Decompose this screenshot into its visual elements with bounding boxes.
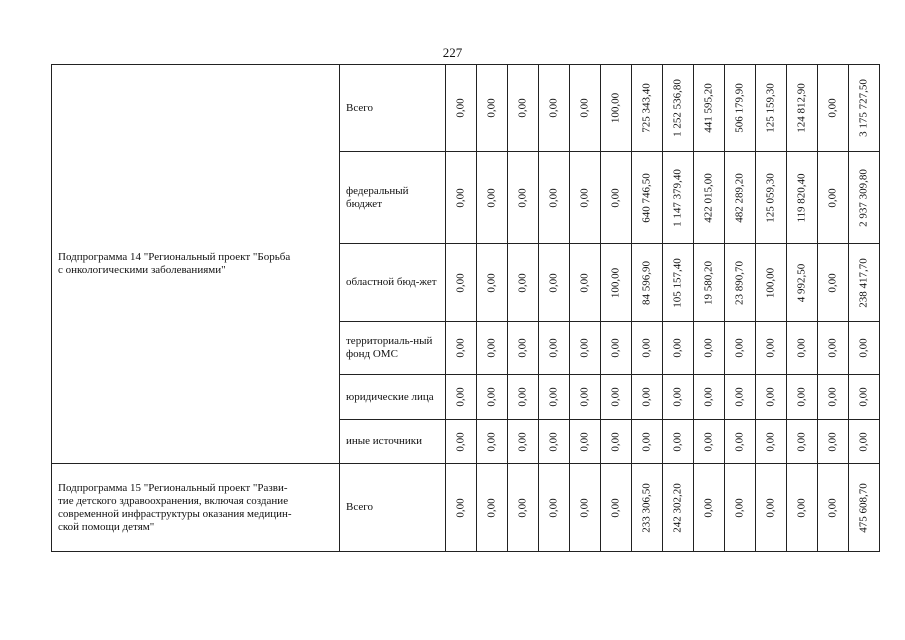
value-cell: [725, 420, 756, 464]
value-text: 0,00: [609, 431, 622, 452]
value-text: 0,00: [640, 431, 653, 452]
value-cell: [663, 322, 694, 375]
value-cell: [570, 322, 601, 375]
value-text: 0,00: [547, 98, 560, 118]
value-cell: [601, 244, 632, 322]
value-cell: [477, 322, 508, 375]
value-cell: [632, 244, 663, 322]
value-cell: [818, 322, 849, 375]
value-text: 0,00: [516, 497, 529, 518]
value-cell: [632, 322, 663, 375]
value-text: 0,00: [578, 387, 591, 407]
value-cell: [694, 244, 725, 322]
value-cell: [570, 65, 601, 152]
value-text: 242 302,20: [671, 482, 684, 533]
value-text: 0,00: [702, 497, 715, 518]
value-text: 0,00: [764, 497, 777, 518]
value-text: 100,00: [609, 92, 622, 124]
page-number: 227: [442, 45, 463, 60]
value-text: 640 746,50: [640, 172, 653, 223]
value-cell: [818, 152, 849, 244]
value-text: 0,00: [826, 338, 839, 358]
value-text: 0,00: [795, 497, 808, 518]
value-text: 0,00: [609, 497, 622, 518]
value-cell: [477, 65, 508, 152]
value-text: 119 820,40: [795, 172, 808, 223]
value-cell: [601, 420, 632, 464]
value-text: 0,00: [547, 431, 560, 452]
value-text: 0,00: [485, 98, 498, 118]
value-cell: [818, 244, 849, 322]
value-text: 0,00: [578, 272, 591, 293]
value-text: 0,00: [609, 387, 622, 407]
value-cell: [663, 152, 694, 244]
value-text: 0,00: [826, 98, 839, 118]
value-cell: [446, 322, 477, 375]
program-title-line: современной инфраструктуры оказания медицин-: [58, 507, 292, 520]
value-cell: [539, 420, 570, 464]
value-cell: [601, 65, 632, 152]
value-text: 100,00: [764, 267, 777, 298]
value-cell: [508, 322, 539, 375]
value-text: 0,00: [640, 338, 653, 358]
value-cell: [756, 420, 787, 464]
value-text: 0,00: [764, 338, 777, 358]
value-cell: [508, 244, 539, 322]
table-row: [52, 464, 880, 552]
program-title-line: тие детского здравоохранения, включая создание: [58, 494, 289, 507]
value-text: 0,00: [547, 338, 560, 358]
program-title-line: Подпрограмма 15 "Региональный проект "Разви-: [58, 481, 288, 494]
value-cell: [725, 322, 756, 375]
budget-table: [51, 64, 880, 552]
value-text: 125 059,30: [764, 172, 777, 223]
value-text: 0,00: [764, 431, 777, 452]
value-cell: [849, 464, 880, 552]
value-cell: [663, 65, 694, 152]
value-text: 0,00: [485, 187, 498, 208]
value-text: 725 343,40: [640, 83, 653, 133]
funding-source: областной бюд-жет: [340, 244, 446, 322]
value-cell: [787, 65, 818, 152]
value-text: 1 147 379,40: [671, 168, 684, 227]
program-title-line: ской помощи детям": [58, 520, 155, 533]
value-cell: [849, 152, 880, 244]
value-text: 0,00: [485, 338, 498, 358]
value-text: 0,00: [702, 338, 715, 358]
value-cell: [787, 464, 818, 552]
value-text: 0,00: [795, 431, 808, 452]
value-cell: [849, 375, 880, 420]
value-text: 0,00: [578, 497, 591, 518]
value-text: 506 179,90: [733, 83, 746, 133]
value-cell: [477, 420, 508, 464]
program-title: [52, 65, 340, 464]
value-cell: [508, 152, 539, 244]
value-text: 0,00: [826, 187, 839, 208]
value-cell: [725, 375, 756, 420]
value-text: 125 159,30: [764, 83, 777, 133]
value-cell: [818, 420, 849, 464]
value-cell: [632, 420, 663, 464]
value-cell: [694, 322, 725, 375]
value-cell: [539, 244, 570, 322]
value-cell: [756, 65, 787, 152]
value-cell: [694, 420, 725, 464]
value-text: 0,00: [764, 387, 777, 407]
value-cell: [756, 464, 787, 552]
value-cell: [849, 244, 880, 322]
value-cell: [570, 464, 601, 552]
value-cell: [756, 244, 787, 322]
value-cell: [663, 375, 694, 420]
value-cell: [756, 375, 787, 420]
value-text: 105 157,40: [671, 257, 684, 308]
value-text: 23 890,70: [733, 260, 746, 305]
value-cell: [632, 464, 663, 552]
program-title: [52, 464, 340, 552]
value-cell: [570, 244, 601, 322]
value-cell: [446, 244, 477, 322]
value-text: 0,00: [826, 431, 839, 452]
value-text: 0,00: [578, 338, 591, 358]
value-cell: [539, 464, 570, 552]
value-cell: [849, 420, 880, 464]
value-text: 0,00: [826, 387, 839, 407]
value-cell: [694, 375, 725, 420]
value-cell: [601, 322, 632, 375]
value-text: 475 608,70: [857, 482, 870, 533]
value-cell: [539, 322, 570, 375]
program-title-line: Подпрограмма 14 "Региональный проект "Борьба: [58, 251, 291, 263]
value-cell: [756, 322, 787, 375]
value-cell: [725, 244, 756, 322]
funding-source: Всего: [340, 464, 446, 552]
value-text: 0,00: [857, 338, 870, 358]
value-text: 0,00: [547, 272, 560, 293]
value-text: 0,00: [795, 387, 808, 407]
funding-source: территориаль-ный фонд ОМС: [340, 322, 446, 375]
value-text: 0,00: [454, 387, 467, 407]
value-cell: [694, 464, 725, 552]
value-text: 0,00: [578, 431, 591, 452]
value-cell: [725, 65, 756, 152]
value-text: 0,00: [454, 497, 467, 518]
value-cell: [849, 65, 880, 152]
value-text: 0,00: [578, 187, 591, 208]
value-cell: [787, 420, 818, 464]
value-text: 0,00: [826, 272, 839, 293]
value-text: 0,00: [578, 98, 591, 118]
value-text: 0,00: [454, 98, 467, 118]
value-cell: [663, 244, 694, 322]
funding-source: федеральный бюджет: [340, 152, 446, 244]
value-cell: [632, 375, 663, 420]
value-text: 0,00: [454, 187, 467, 208]
value-text: 0,00: [547, 387, 560, 407]
funding-source: иные источники: [340, 420, 446, 464]
value-cell: [694, 152, 725, 244]
value-text: 0,00: [857, 387, 870, 407]
value-text: 0,00: [826, 497, 839, 518]
value-text: 0,00: [609, 187, 622, 208]
table-row: [52, 65, 880, 152]
value-cell: [601, 464, 632, 552]
value-text: 0,00: [516, 338, 529, 358]
value-text: 0,00: [454, 272, 467, 293]
value-text: 0,00: [454, 338, 467, 358]
value-cell: [477, 152, 508, 244]
value-cell: [725, 464, 756, 552]
value-text: 0,00: [516, 431, 529, 452]
value-cell: [539, 65, 570, 152]
value-text: 0,00: [516, 272, 529, 293]
value-text: 0,00: [485, 497, 498, 518]
value-cell: [446, 464, 477, 552]
value-cell: [446, 65, 477, 152]
value-cell: [477, 464, 508, 552]
value-cell: [663, 420, 694, 464]
value-cell: [756, 152, 787, 244]
value-text: 0,00: [516, 98, 529, 118]
value-text: 0,00: [671, 338, 684, 358]
value-text: 482 289,20: [733, 172, 746, 223]
value-text: 0,00: [609, 338, 622, 358]
value-text: 0,00: [733, 497, 746, 518]
value-cell: [787, 152, 818, 244]
value-cell: [446, 152, 477, 244]
value-text: 19 580,20: [702, 260, 715, 305]
value-text: 0,00: [733, 387, 746, 407]
value-text: 0,00: [640, 387, 653, 407]
value-text: 1 252 536,80: [671, 79, 684, 137]
value-cell: [477, 375, 508, 420]
value-cell: [818, 375, 849, 420]
value-cell: [694, 65, 725, 152]
value-text: 4 992,50: [795, 263, 808, 302]
value-text: 0,00: [516, 187, 529, 208]
value-cell: [539, 375, 570, 420]
value-text: 0,00: [547, 497, 560, 518]
value-cell: [539, 152, 570, 244]
value-cell: [508, 464, 539, 552]
value-text: 3 175 727,50: [857, 79, 870, 137]
value-text: 0,00: [795, 338, 808, 358]
value-cell: [787, 244, 818, 322]
value-text: 84 596,90: [640, 260, 653, 305]
value-text: 0,00: [516, 387, 529, 407]
value-text: 0,00: [671, 387, 684, 407]
funding-source: Всего: [340, 65, 446, 152]
value-cell: [508, 375, 539, 420]
value-cell: [570, 375, 601, 420]
value-cell: [818, 65, 849, 152]
value-cell: [849, 322, 880, 375]
value-text: 0,00: [547, 187, 560, 208]
value-text: 0,00: [702, 431, 715, 452]
program-title-line: с онкологическими заболеваниями": [58, 264, 226, 276]
value-cell: [601, 375, 632, 420]
value-cell: [508, 65, 539, 152]
value-cell: [446, 420, 477, 464]
value-cell: [787, 322, 818, 375]
value-text: 0,00: [733, 431, 746, 452]
value-text: 0,00: [702, 387, 715, 407]
value-text: 238 417,70: [857, 257, 870, 308]
value-text: 0,00: [454, 431, 467, 452]
value-text: 124 812,90: [795, 83, 808, 133]
value-cell: [446, 375, 477, 420]
value-cell: [570, 420, 601, 464]
value-cell: [570, 152, 601, 244]
value-text: 441 595,20: [702, 83, 715, 133]
value-cell: [787, 375, 818, 420]
value-cell: [663, 464, 694, 552]
value-text: 100,00: [609, 267, 622, 298]
value-cell: [601, 152, 632, 244]
value-cell: [632, 65, 663, 152]
value-cell: [632, 152, 663, 244]
value-cell: [725, 152, 756, 244]
funding-source: юридические лица: [340, 375, 446, 420]
value-text: 422 015,00: [702, 172, 715, 223]
value-text: 0,00: [671, 431, 684, 452]
value-cell: [508, 420, 539, 464]
value-text: 0,00: [485, 272, 498, 293]
value-text: 0,00: [857, 431, 870, 452]
value-cell: [477, 244, 508, 322]
value-text: 0,00: [485, 431, 498, 452]
value-text: 233 306,50: [640, 482, 653, 533]
value-text: 0,00: [733, 338, 746, 358]
value-text: 2 937 309,80: [857, 168, 870, 227]
value-cell: [818, 464, 849, 552]
value-text: 0,00: [485, 387, 498, 407]
